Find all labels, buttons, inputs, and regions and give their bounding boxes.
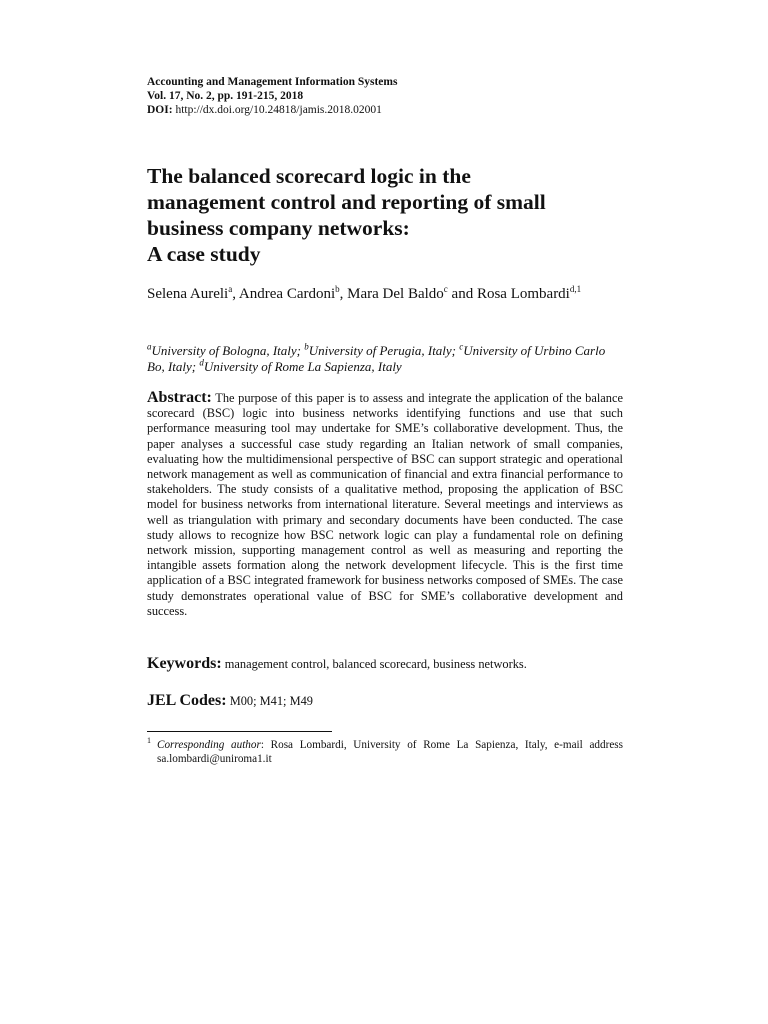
title-line: management control and reporting of small <box>147 190 546 214</box>
affiliation: University of Urbino Carlo Bo, Italy; <box>147 343 606 374</box>
paper-title <box>147 163 617 267</box>
doi-link[interactable]: http://dx.doi.org/10.24818/jamis.2018.02001 <box>175 104 382 116</box>
footnote-text: : Rosa Lombardi, University of Rome La Sapienza, Italy, e-mail address sa.lombardi@uniroma1.it <box>157 739 623 765</box>
keywords <box>147 656 623 672</box>
abstract <box>147 390 623 619</box>
jel-label: JEL Codes: <box>147 692 227 709</box>
affiliations <box>147 343 607 375</box>
author-separator: , <box>339 286 348 302</box>
journal-name: Accounting and Management Information Systems <box>147 76 398 88</box>
footnote-divider <box>147 731 332 732</box>
jel-codes <box>147 693 623 709</box>
journal-header <box>147 75 397 117</box>
author-affil-mark: d,1 <box>569 284 582 294</box>
jel-text: M00; M41; M49 <box>229 694 313 708</box>
abstract-label: Abstract: <box>147 389 212 406</box>
author-name: Selena Aureli <box>147 286 229 302</box>
author-affil-mark: b <box>335 284 340 294</box>
keywords-label: Keywords: <box>147 655 222 672</box>
title-line: The balanced scorecard logic in the <box>147 164 471 188</box>
footnote-body <box>147 738 623 766</box>
journal-doi <box>147 103 397 117</box>
author-list <box>147 284 607 305</box>
title-line: A case study <box>147 242 261 266</box>
author-affil-mark: c <box>443 284 448 294</box>
doi-label: DOI: <box>147 104 173 116</box>
footnote-label: Corresponding author <box>157 739 261 751</box>
affil-mark: b <box>304 341 309 352</box>
footnote <box>147 738 623 766</box>
affil-mark: d <box>199 357 204 368</box>
title-line: business company networks: <box>147 216 410 240</box>
journal-volume: Vol. 17, No. 2, pp. 191-215, 2018 <box>147 90 304 102</box>
author-name: Andrea Cardoni <box>238 286 336 302</box>
affil-mark: a <box>147 341 152 352</box>
author-name: Lombardi <box>510 286 570 302</box>
footnote-mark: 1 <box>147 736 151 746</box>
author-name: Mara Del Baldo <box>347 286 444 302</box>
affil-mark: c <box>459 341 464 352</box>
abstract-text: The purpose of this paper is to assess and integrate the application of the balance scorecard (BSC) logic into business networks identifying functions and use that such performance measuring tool may undertake for SME’s collaborative development. Thus, the paper analyses a successful case study regarding an Italian network of small companies, evaluating how the multidimensional perspective of BSC can support strategic and operational network management as well as communication of financial and extra financial performance to stakeholders. The study consists of a qualitative method, proposing the application of BSC model for business networks from international literature. Several meetings and interviews as well as triangulation with primary and secondary documents have been conducted. The case study allows to recognize how BSC network logic can play a fundamental role on defining network mission, supporting management control as well as measuring and reporting the intangible assets formation along the network development lifecycle. This is the first time application of a BSC integrated framework for business networks composed of SMEs. The case study demonstrates operational value of BSC for SME’s collaborative development and success. <box>147 391 623 618</box>
keywords-text: management control, balanced scorecard, business networks. <box>224 657 527 671</box>
author-affil-mark: a <box>228 284 233 294</box>
author-separator: , <box>232 286 239 302</box>
affiliation: University of Bologna, Italy; <box>151 343 305 358</box>
affiliation: University of Perugia, Italy; <box>308 343 460 358</box>
affiliation: University of Rome La Sapienza, Italy <box>203 359 402 374</box>
author-separator: and Rosa <box>447 286 507 302</box>
